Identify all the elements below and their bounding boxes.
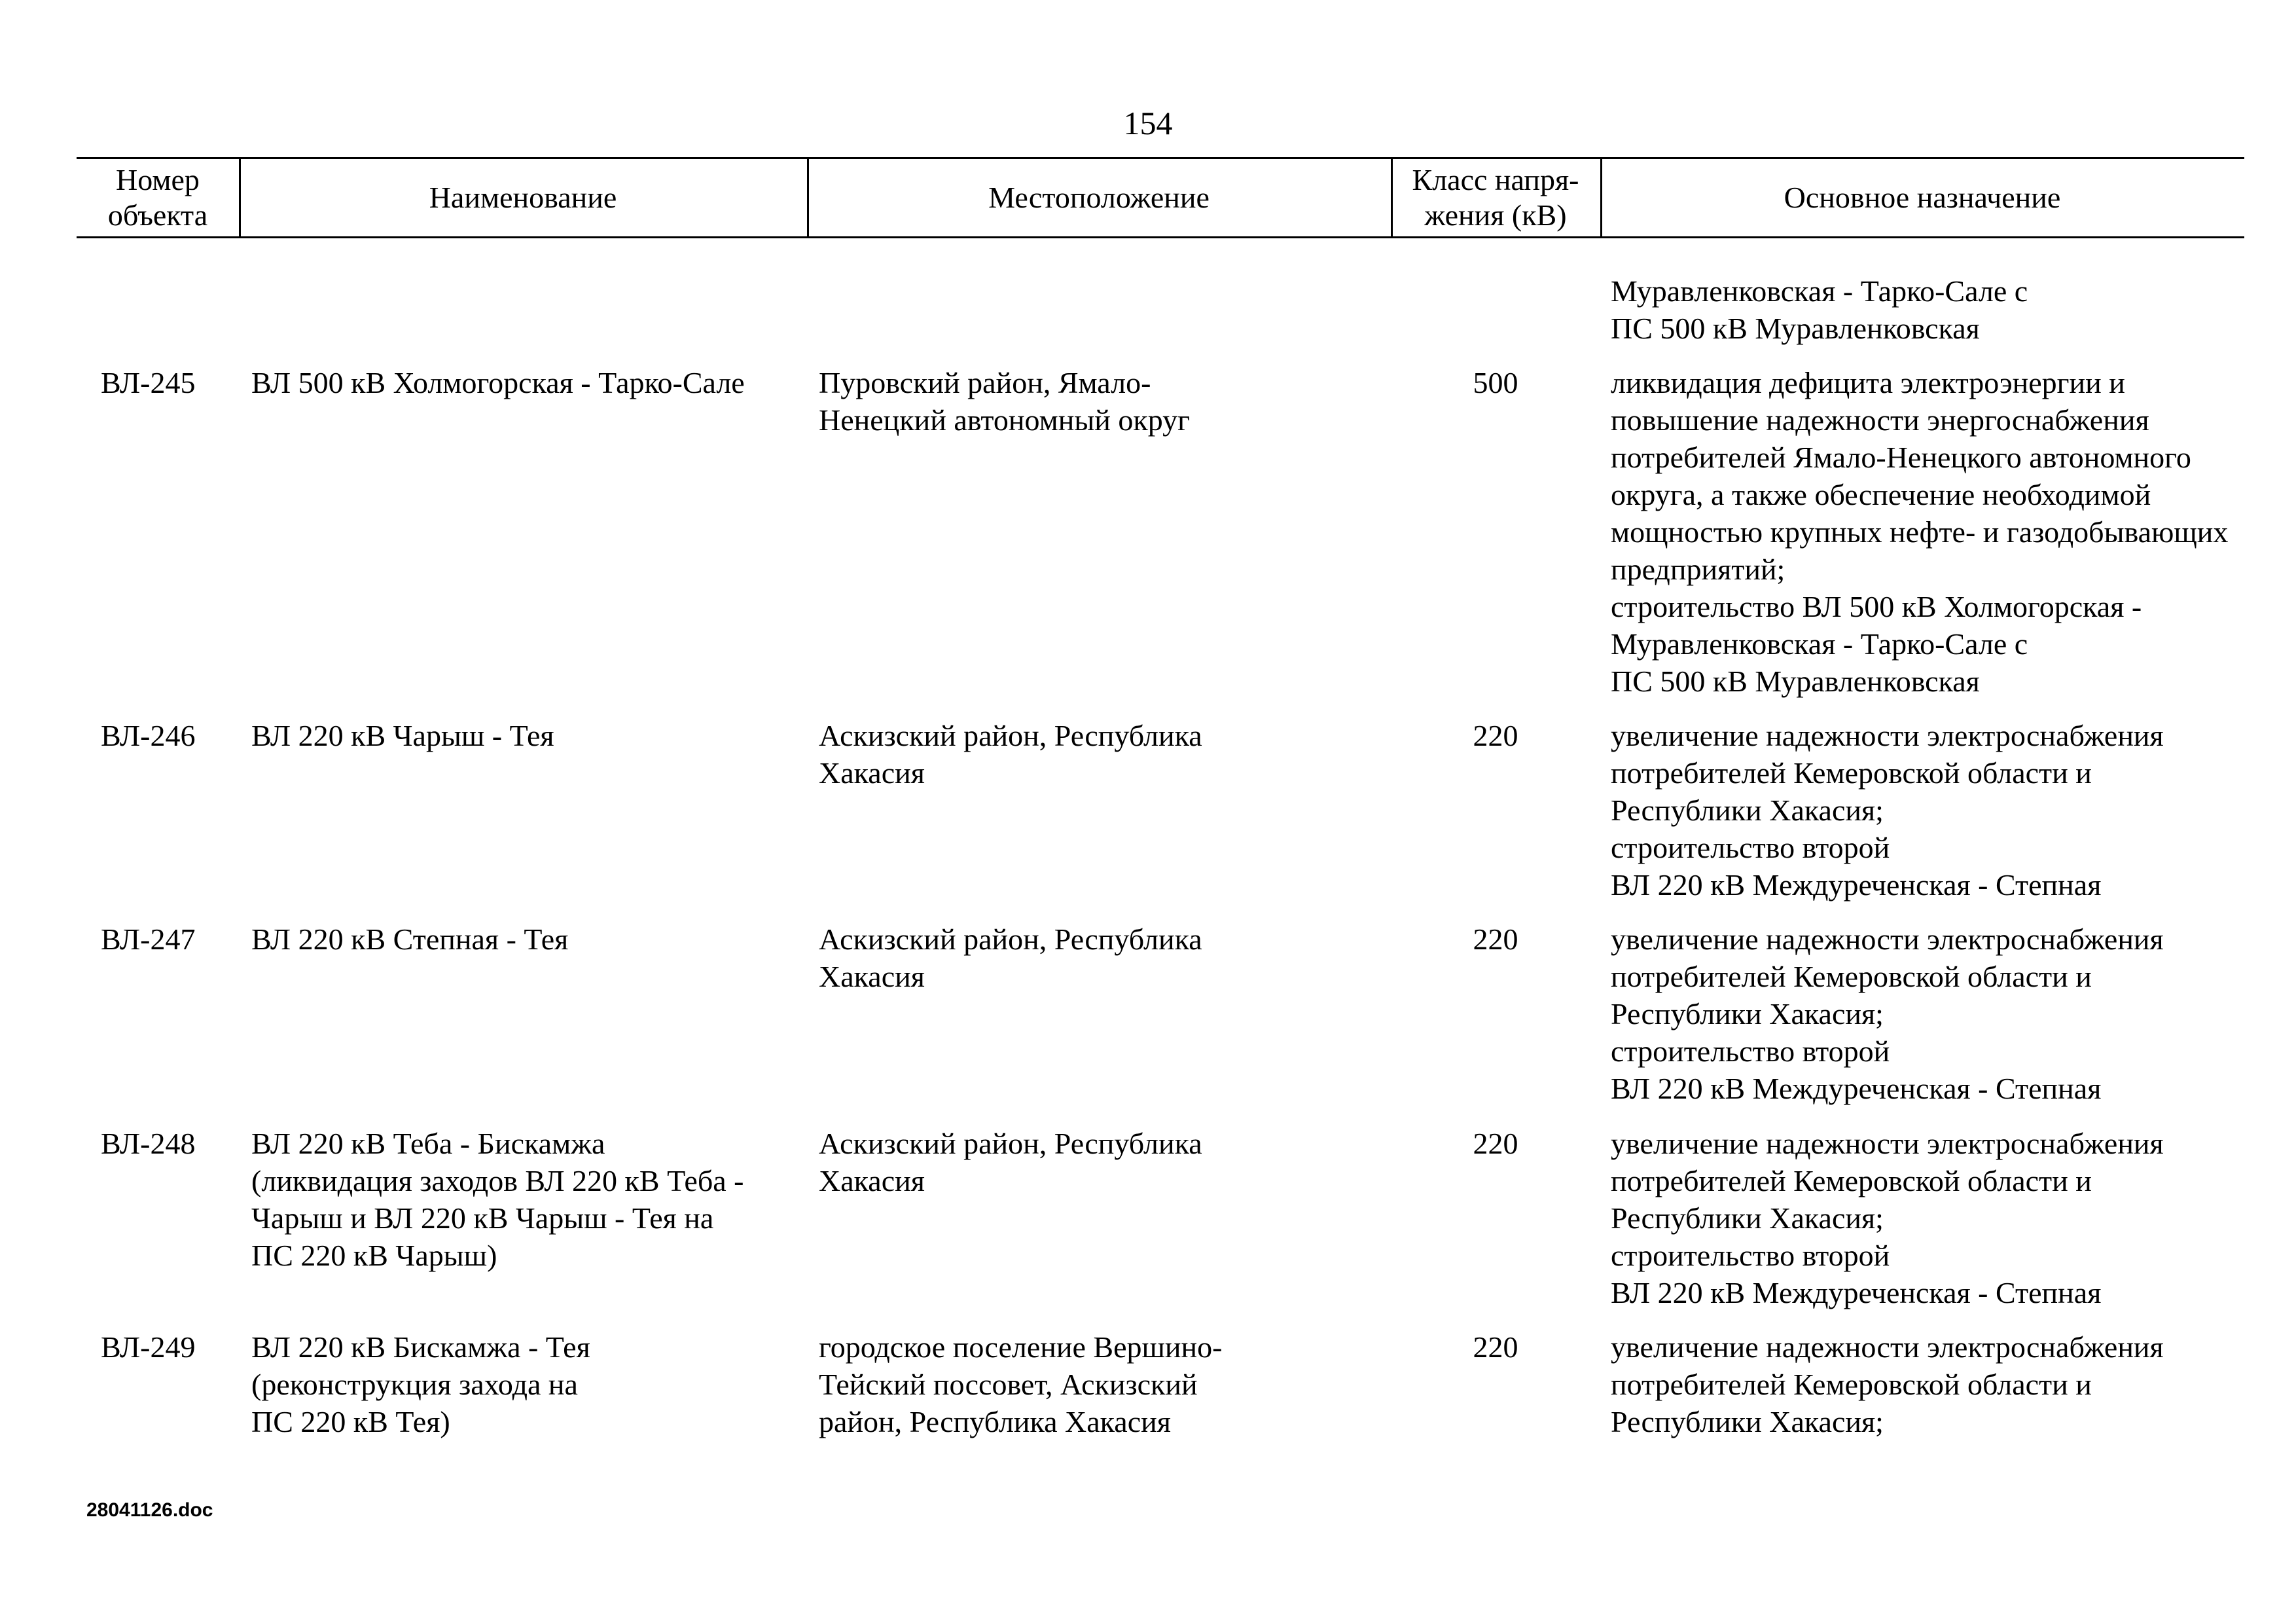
row-purpose: увеличение надежности электроснабжения потребителей Кемеровской области и Республики Хакасия; строительство второй ВЛ 220 кВ Междуреченская - Степная <box>1611 719 2164 902</box>
table-header <box>77 157 2244 238</box>
page-number: 154 <box>1123 105 1173 141</box>
row-name: ВЛ 220 кВ Степная - Тея <box>251 922 569 956</box>
header-location: Местоположение <box>988 181 1210 214</box>
row-location: Аскизский район, Республика Хакасия <box>819 922 1202 993</box>
row-location: Пуровский район, Ямало- Ненецкий автономный округ <box>819 366 1190 437</box>
row-name: ВЛ 500 кВ Холмогорская - Тарко-Сале <box>251 366 745 399</box>
header-number: Номер объекта <box>107 163 208 232</box>
row-name: ВЛ 220 кВ Бискамжа - Тея (реконструкция захода на ПС 220 кВ Тея) <box>251 1330 590 1438</box>
row-number: ВЛ-248 <box>101 1127 196 1160</box>
row-number: ВЛ-245 <box>101 366 196 399</box>
row-number: ВЛ-247 <box>101 922 196 956</box>
row-name: ВЛ 220 кВ Чарыш - Тея <box>251 719 554 752</box>
row-purpose: увеличение надежности электроснабжения потребителей Кемеровской области и Республики Хакасия; <box>1611 1330 2164 1438</box>
row-voltage: 220 <box>1473 1127 1518 1160</box>
row-purpose: ликвидация дефицита электроэнергии и повышение надежности энергоснабжения потребителей Ямало-Ненецкого автономного округа, а также обеспечение необходимой мощностью крупных нефте- и газодобывающих предприятий; строительство ВЛ 500 кВ Холмогорская - Муравленковская - Тарко-Сале с ПС 500 кВ Муравленковская <box>1611 366 2229 698</box>
header-name: Наименование <box>429 181 617 214</box>
objects-table <box>77 157 2244 1438</box>
row-location: городское поселение Вершино- Тейский поссовет, Аскизский район, Республика Хакасия <box>819 1330 1223 1438</box>
row-purpose: увеличение надежности электроснабжения потребителей Кемеровской области и Республики Хакасия; строительство второй ВЛ 220 кВ Междуреченская - Степная <box>1611 1127 2164 1309</box>
continuation-text: Муравленковская - Тарко-Сале с ПС 500 кВ Муравленковская <box>1611 274 2028 345</box>
row-number: ВЛ-246 <box>101 719 196 752</box>
row-location: Аскизский район, Республика Хакасия <box>819 719 1202 790</box>
row-name: ВЛ 220 кВ Теба - Бискамжа (ликвидация заходов ВЛ 220 кВ Теба - Чарыш и ВЛ 220 кВ Чарыш - Тея на ПС 220 кВ Чарыш) <box>251 1127 744 1272</box>
header-purpose: Основное назначение <box>1784 181 2061 214</box>
header-voltage: Класс напря- жения (кВ) <box>1412 163 1579 232</box>
row-location: Аскизский район, Республика Хакасия <box>819 1127 1202 1197</box>
document-filename: 28041126.doc <box>86 1499 213 1521</box>
row-voltage: 220 <box>1473 922 1518 956</box>
row-voltage: 500 <box>1473 366 1518 399</box>
row-voltage: 220 <box>1473 719 1518 752</box>
row-voltage: 220 <box>1473 1330 1518 1364</box>
row-number: ВЛ-249 <box>101 1330 196 1364</box>
row-purpose: увеличение надежности электроснабжения потребителей Кемеровской области и Республики Хакасия; строительство второй ВЛ 220 кВ Междуреченская - Степная <box>1611 922 2164 1105</box>
